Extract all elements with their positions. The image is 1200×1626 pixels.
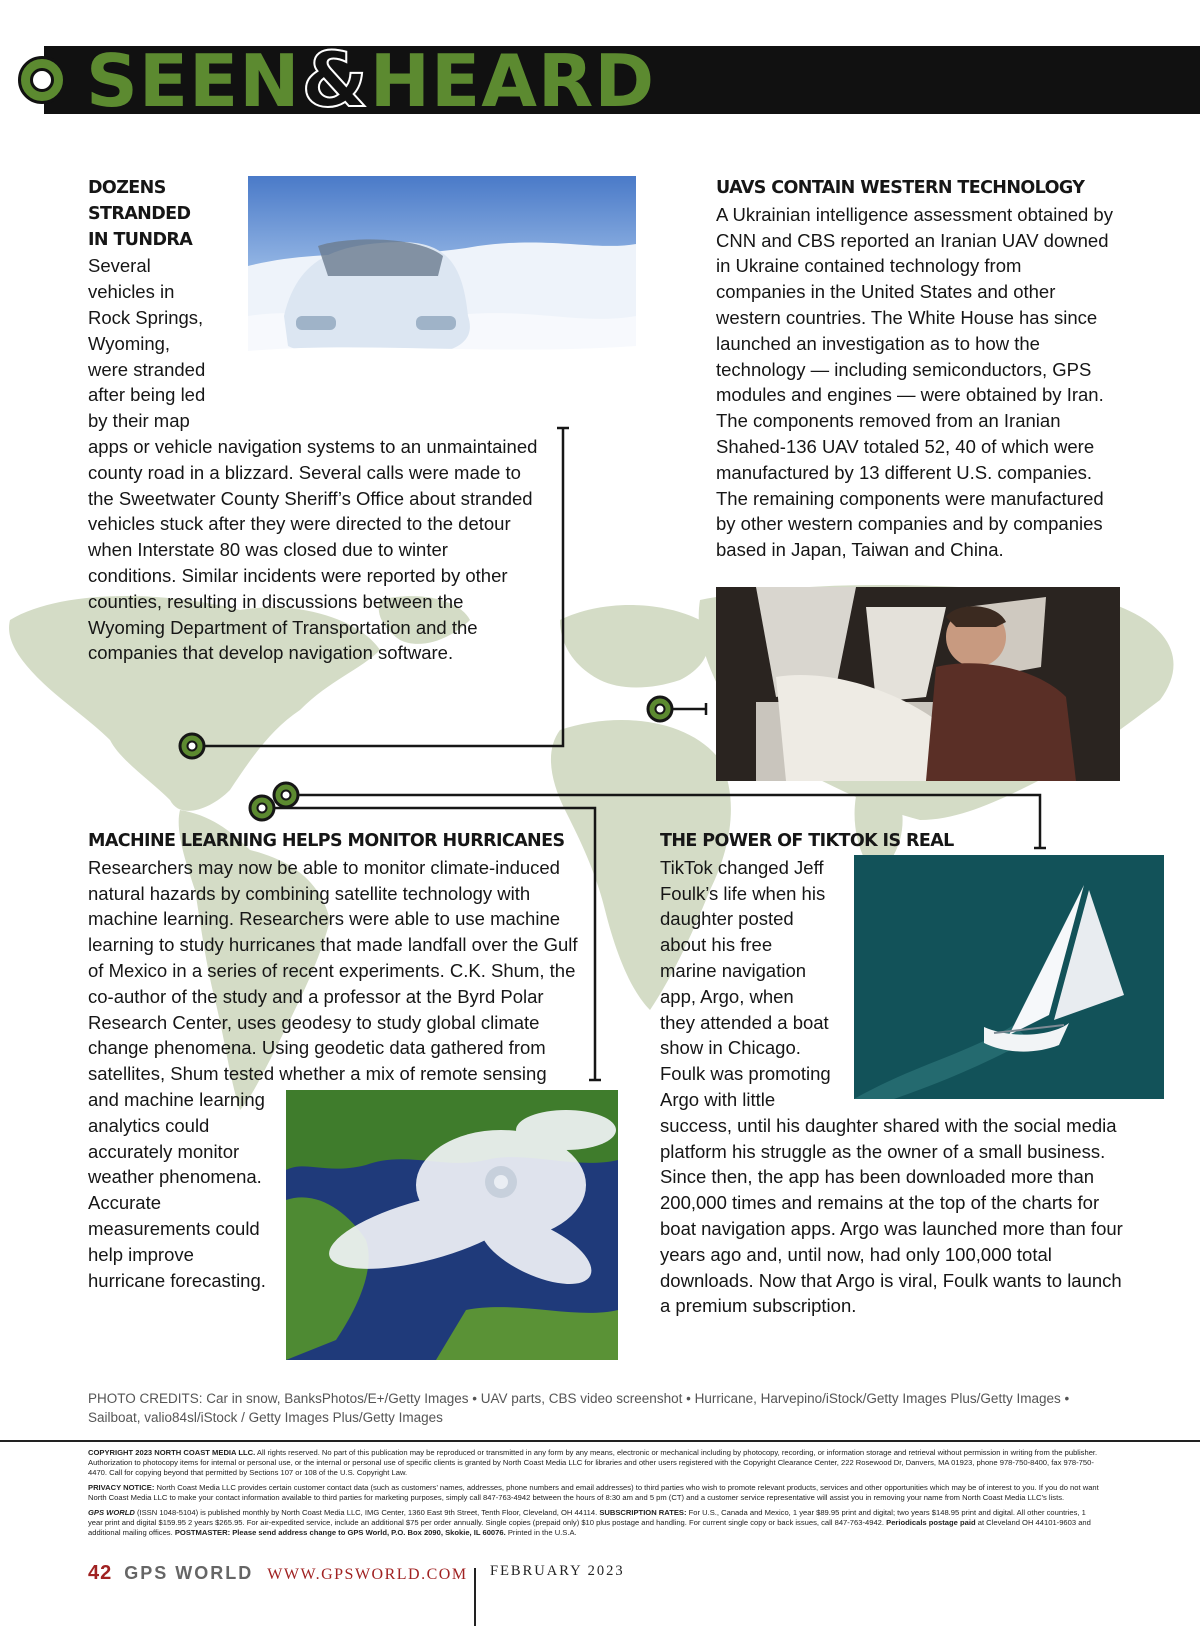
privacy-notice	[88, 1483, 1102, 1503]
article-uav	[716, 176, 1116, 563]
issue-date: FEBRUARY 2023	[490, 1563, 625, 1579]
publication-notice	[88, 1508, 1102, 1538]
uav-heading: UAVS CONTAIN WESTERN TECHNOLOGY	[716, 178, 1085, 198]
tiktok-body: TikTok changed Jeff Foulk’s life when his daughter posted about his free marine navigation app, Argo, when they attended a boat show in Chicago. Foulk was promoting Argo with little success, until his daughter shared with the social media platform his struggle as the owner of a small business. Since then, the app has been downloaded more than 200,000 times and remains at the top of the charts for boat navigation apps. Argo was launched more than four years ago and, until now, had only 100,000 total downloads. Now that Argo is viral, Foulk wants to launch a premium subscription.	[660, 856, 1123, 1317]
postmaster-label: POSTMASTER: Please send address change to GPS World, P.O. Box 2090, Skokie, IL 60076.	[174, 1528, 506, 1537]
rates-text: For U.S., Canada and Mexico, 1 year $89.95 print and digital; two years $148.95 print and digital. All other countries, 1 year print and digital $159.95 2 years $265.95. For air-expedited service, include an additional $75 per order annually. Single copies (prepaid only) $10 plus postage and handling. For current single copy or back issues, call 847-763-4942.	[88, 1508, 1086, 1527]
gpsworld-text: (ISSN 1048-5104) is published monthly by North Coast Media LLC, IMG Center, 1360 East 9th Street, Tenth Floor, Cleveland, OH 44114.	[136, 1508, 598, 1517]
magazine-name: GPS WORLD	[124, 1563, 254, 1583]
photo-credits: PHOTO CREDITS: Car in snow, BanksPhotos/E+/Getty Images • UAV parts, CBS video screenshot • Hurricane, Harvepino/iStock/Getty Images Plus/Getty Images • Sailboat, valio84sl/iStock / Getty Images Plus/Getty Images	[88, 1391, 1070, 1425]
periodicals-label: Periodicals postage paid	[886, 1518, 976, 1527]
gpsworld-label: GPS WORLD	[88, 1508, 135, 1517]
copyright-notice	[88, 1448, 1102, 1478]
car-in-snow-photo	[248, 176, 636, 414]
hurricanes-heading: MACHINE LEARNING HELPS MONITOR HURRICANES	[88, 831, 565, 851]
legal-notices	[88, 1448, 1102, 1543]
title-seen: SEEN	[86, 39, 301, 123]
uav-parts-photo	[716, 587, 1120, 781]
article-tiktok	[660, 829, 1130, 1319]
hurricane-photo	[286, 1090, 618, 1360]
footer-vertical-rule	[474, 1568, 476, 1626]
printed-text: Printed in the U.S.A.	[507, 1528, 577, 1537]
page-number: 42	[88, 1562, 113, 1584]
copyright-text: All rights reserved. No part of this publication may be reproduced or transmitted in any form by any means, electronic or mechanical including by photocopy, recording, or information storage and retrieval without permission in writing from the publisher. Authorization to photocopy items for internal or personal use, or the internal or personal use of specific clients is granted by North Coast Media LLC for libraries and other users registered with the Copyright Clearance Center, 222 Rosewood Dr, Danvers, MA 01923, phone 978-750-8400, fax 978-750-4470. Call for copying beyond that permitted by Sections 107 or 108 of the U.S. Copyright Law.	[88, 1448, 1098, 1477]
sailboat-photo	[854, 855, 1164, 1099]
uav-body: A Ukrainian intelligence assessment obtained by CNN and CBS reported an Iranian UAV downed in Ukraine contained technology from companies in the United States and other western countries. The White House has since launched an investigation as to how the technology — including semiconductors, GPS modules and engines — were obtained by Iran. The components removed from an Iranian Shahed-136 UAV totaled 52, 40 of which were manufactured by 13 different U.S. companies. The remaining components were manufactured by other western companies and by companies based in Japan, Taiwan and China.	[716, 203, 1113, 561]
article-tundra	[88, 176, 538, 666]
privacy-text: North Coast Media LLC provides certain customer contact data (such as customers’ names, addresses, phone numbers and email addresses) to third parties who wish to promote relevant products, services and other opportunities which may be of interest to you. If you do not want North Coast Media LLC to make your contact information available to third parties for marketing purposes, simply call 847-763-4942 between the hours of 8:30 am and 5 pm (CT) and a customer service representative will assist you in removing your name from North Coast Media LLC’s lists.	[88, 1483, 1099, 1502]
privacy-label: PRIVACY NOTICE:	[88, 1483, 155, 1492]
tundra-heading: DOZENS STRANDED IN TUNDRA	[88, 178, 193, 250]
article-hurricanes	[88, 829, 578, 1360]
tiktok-heading: THE POWER OF TIKTOK IS REAL	[660, 831, 954, 851]
section-title	[86, 30, 655, 131]
footer-divider	[0, 1440, 1200, 1442]
magazine-url[interactable]: WWW.GPSWORLD.COM	[267, 1566, 468, 1583]
rates-label: SUBSCRIPTION RATES:	[599, 1508, 687, 1517]
title-heard: HEARD	[369, 39, 656, 123]
periodicals-text: at Cleveland OH 44101-9603 and additional mailing offices.	[88, 1518, 1091, 1537]
tundra-body: Several vehicles in Rock Springs, Wyoming, were stranded after being led by their map apps or vehicle navigation systems to an unmaintained county road in a blizzard. Several calls were made to the Sweetwater County Sheriff’s Office about stranded vehicles stuck after they were directed to the detour when Interstate 80 was closed due to winter conditions. Similar incidents were reported by other counties, resulting in discussions between the Wyoming Department of Transportation and the companies that develop navigation software.	[88, 255, 538, 664]
page-footer	[88, 1560, 468, 1590]
copyright-label: COPYRIGHT 2023 NORTH COAST MEDIA LLC.	[88, 1448, 256, 1457]
hurricanes-body: Researchers may now be able to monitor climate-induced natural hazards by combining satellite technology with machine learning. Researchers were able to use machine learning to study hurricanes that made landfall over the Gulf of Mexico in a series of recent experiments. C.K. Shum, the co-author of the study and a professor at the Byrd Polar Research Center, uses geodesy to study global climate change phenomena. Using geodetic data gathered from satellites, Shum tested whether a mix of remote sensing and machine learning analytics could accurately monitor weather phenomena. Accurate measurements could help improve hurricane forecasting.	[88, 856, 578, 1291]
title-ampersand: &	[301, 35, 369, 124]
target-circle-icon	[18, 56, 66, 104]
